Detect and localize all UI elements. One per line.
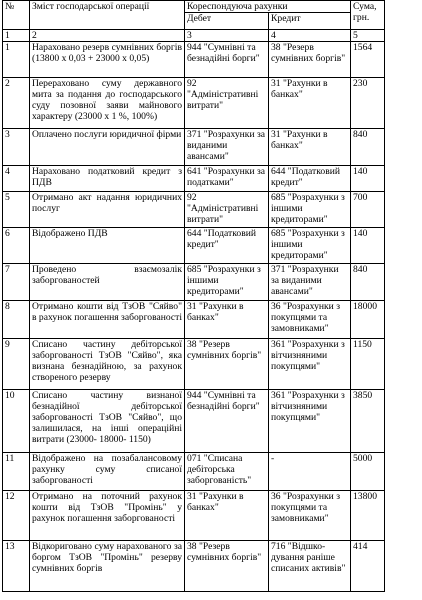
credit-cell: 716 "Відшко-дування раніше списаних активів" — [269, 541, 351, 592]
header-amount: Сума, грн. — [351, 1, 385, 30]
amount-cell: 140 — [351, 166, 385, 192]
debit-cell: 92 "Адміністративні витрати" — [185, 78, 269, 129]
numbering-cell: 5 — [351, 30, 385, 42]
row-number-cell: 4 — [3, 166, 30, 192]
amount-cell: 18000 — [351, 301, 385, 339]
table-row — [3, 453, 385, 491]
credit-cell: 685 "Розрахунки з іншими кредиторами" — [269, 192, 351, 228]
table-row — [3, 339, 385, 390]
debit-cell: 944 "Сумнівні та безнадійні борги" — [185, 390, 269, 453]
table-row — [3, 541, 385, 592]
credit-cell: 685 "Розрахунки з іншими кредиторами" — [269, 228, 351, 264]
debit-cell: 31 "Рахунки в банках" — [185, 491, 269, 541]
numbering-cell: 1 — [3, 30, 30, 42]
credit-cell: 36 "Розрахунки з покупцями та замовниками" — [269, 491, 351, 541]
amount-cell: 700 — [351, 192, 385, 228]
row-number-cell: 10 — [3, 390, 30, 453]
debit-cell: 38 "Резерв сумнівних боргів" — [185, 541, 269, 592]
row-number-cell: 5 — [3, 192, 30, 228]
amount-cell: 3850 — [351, 390, 385, 453]
header-row — [3, 1, 385, 13]
operation-cell: Відкориговано суму нарахованого за боргом ТзОВ "Промінь" резерву сумнівних боргів — [30, 541, 185, 592]
numbering-cell: 4 — [269, 30, 351, 42]
operation-cell: Списано частину визнаної безнадійної дебіторської заборгованості ТзОВ "Сяйво", що залишилася, на інші операційні витрати (23000- 18000- 1150) — [30, 390, 185, 453]
debit-cell: 641 "Розрахунки за податками" — [185, 166, 269, 192]
amount-cell: 230 — [351, 78, 385, 129]
row-number-cell: 11 — [3, 453, 30, 491]
table-row — [3, 228, 385, 264]
row-number-cell: 3 — [3, 129, 30, 166]
row-number-cell: 7 — [3, 264, 30, 301]
debit-cell: 071 "Списана дебіторська заборгованість" — [185, 453, 269, 491]
credit-cell: - — [269, 453, 351, 491]
row-number-cell: 8 — [3, 301, 30, 339]
debit-cell: 31 "Рахунки в банках" — [185, 301, 269, 339]
table-row — [3, 192, 385, 228]
row-number-cell: 9 — [3, 339, 30, 390]
debit-cell: 92 "Адміністративні витрати" — [185, 192, 269, 228]
header-debit: Дебет — [185, 13, 269, 30]
amount-cell: 1150 — [351, 339, 385, 390]
accounting-entries-table — [2, 0, 385, 592]
header-accounts: Кореспондуюча рахунки — [185, 1, 351, 13]
credit-cell: 36 "Розрахунки з покупцями та замовниками" — [269, 301, 351, 339]
operation-cell: Списано частину дебіторської заборгованості ТзОВ "Сяйво", яка визнана безнадійною, за рахунок створеного резерву — [30, 339, 185, 390]
operation-cell: Нараховано резерв сумнівних боргів (13800 х 0,03 + 23000 х 0,05) — [30, 42, 185, 78]
credit-cell: 644 "Податковий кредит" — [269, 166, 351, 192]
row-number-cell: 6 — [3, 228, 30, 264]
operation-cell: Отримано акт надання юридичних послуг — [30, 192, 185, 228]
amount-cell: 414 — [351, 541, 385, 592]
table-row — [3, 42, 385, 78]
debit-cell: 371 "Розрахунки за виданими авансами" — [185, 129, 269, 166]
operation-cell: Перераховано суму державного мита за подання до господарського суду позовної заяви майнового характеру (23000 х 1 %, 100%) — [30, 78, 185, 129]
header-operation: Зміст господарської операції — [30, 1, 185, 30]
header-credit: Кредит — [269, 13, 351, 30]
operation-cell: Отримано на поточний рахунок кошти від ТзОВ "Промінь" у рахунок погашення заборгованості — [30, 491, 185, 541]
amount-cell: 5000 — [351, 453, 385, 491]
operation-cell: Відображено на позабалансовому рахунку суму списаної заборгованості — [30, 453, 185, 491]
operation-cell: Нараховано податковий кредит з ПДВ — [30, 166, 185, 192]
numbering-cell: 2 — [30, 30, 185, 42]
numbering-row — [3, 30, 385, 42]
table-row — [3, 264, 385, 301]
table-row — [3, 491, 385, 541]
row-number-cell: 1 — [3, 42, 30, 78]
credit-cell: 38 "Резерв сумнівних боргів" — [269, 42, 351, 78]
table-row — [3, 78, 385, 129]
operation-cell: Оплачено послуги юридичної фірми — [30, 129, 185, 166]
credit-cell: 371 "Розрахунки за виданими авансами" — [269, 264, 351, 301]
amount-cell: 140 — [351, 228, 385, 264]
operation-cell: Отримано кошти від ТзОВ "Сяйво" в рахунок погашення заборгованості — [30, 301, 185, 339]
amount-cell: 13800 — [351, 491, 385, 541]
credit-cell: 361 "Розрахунки з вітчизняними покупцями" — [269, 339, 351, 390]
operation-cell: Проведено взаємозалік заборгованостей — [30, 264, 185, 301]
amount-cell: 840 — [351, 129, 385, 166]
row-number-cell: 13 — [3, 541, 30, 592]
operation-cell: Відображено ПДВ — [30, 228, 185, 264]
debit-cell: 644 "Податковий кредит" — [185, 228, 269, 264]
table-row — [3, 390, 385, 453]
table-row — [3, 166, 385, 192]
amount-cell: 1564 — [351, 42, 385, 78]
debit-cell: 944 "Сумнівні та безнадійні борги" — [185, 42, 269, 78]
numbering-cell: 3 — [185, 30, 269, 42]
credit-cell: 31 "Рахунки в банках" — [269, 78, 351, 129]
debit-cell: 38 "Резерв сумнівних боргів" — [185, 339, 269, 390]
row-number-cell: 12 — [3, 491, 30, 541]
table-row — [3, 301, 385, 339]
credit-cell: 31 "Рахунки в банках" — [269, 129, 351, 166]
header-no: № — [3, 1, 30, 30]
table-row — [3, 129, 385, 166]
credit-cell: 361 "Розрахунки з вітчизняними покупцями" — [269, 390, 351, 453]
debit-cell: 685 "Розрахунки з іншими кредиторами" — [185, 264, 269, 301]
amount-cell: 840 — [351, 264, 385, 301]
row-number-cell: 2 — [3, 78, 30, 129]
